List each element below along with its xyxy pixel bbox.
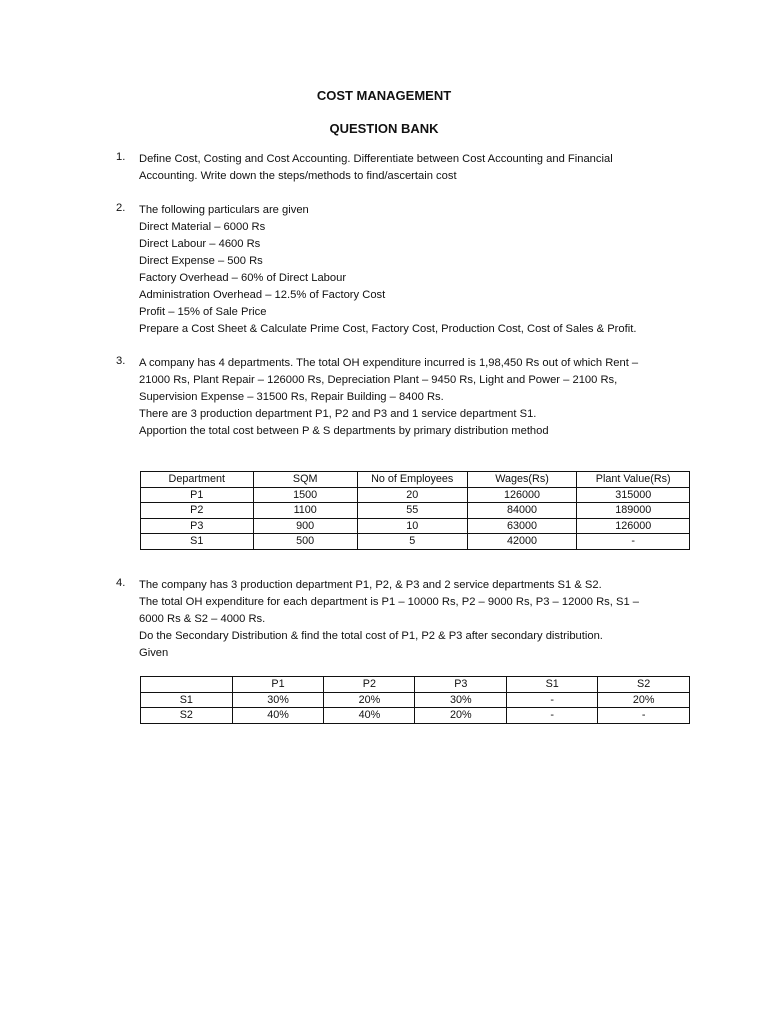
table-cell: 30% — [415, 692, 507, 708]
department-table — [140, 471, 690, 550]
table-header-cell: P3 — [415, 677, 507, 693]
question-text-line: Profit – 15% of Sale Price — [139, 306, 267, 318]
question-number: 1. — [116, 151, 126, 163]
table-cell: 55 — [357, 503, 467, 519]
table-header-cell: Wages(Rs) — [467, 472, 577, 488]
table-cell: 5 — [357, 534, 467, 550]
table-cell: 42000 — [467, 534, 577, 550]
table-header-cell: No of Employees — [357, 472, 467, 488]
table-cell: 500 — [253, 534, 357, 550]
table-header-cell: P2 — [324, 677, 415, 693]
question-text-line: The company has 3 production department P1, P2, & P3 and 2 service departments S1 & S2. — [139, 579, 602, 591]
document-subtitle: QUESTION BANK — [329, 121, 439, 136]
question-text-line: 21000 Rs, Plant Repair – 126000 Rs, Depreciation Plant – 9450 Rs, Light and Power – 2100 Rs, — [139, 374, 618, 386]
table-cell: 40% — [232, 708, 324, 724]
table-row — [141, 487, 690, 503]
table-header-cell: Plant Value(Rs) — [577, 472, 690, 488]
question-text-line: A company has 4 departments. The total OH expenditure incurred is 1,98,450 Rs out of which Rent – — [139, 357, 639, 369]
table-cell: P1 — [141, 487, 254, 503]
table-cell: - — [507, 692, 598, 708]
question-text-line: Direct Material – 6000 Rs — [139, 221, 266, 233]
table-cell: P2 — [141, 503, 254, 519]
question-text-line: Do the Secondary Distribution & find the total cost of P1, P2 & P3 after secondary distribution. — [139, 630, 603, 642]
question-text-line: The following particulars are given — [139, 204, 309, 216]
table-header-cell: S2 — [598, 677, 690, 693]
table-row — [141, 708, 690, 724]
table-header-row — [141, 677, 690, 693]
document-title: COST MANAGEMENT — [316, 88, 452, 103]
table-cell: 189000 — [577, 503, 690, 519]
table-cell: - — [598, 708, 690, 724]
table-cell: 1500 — [253, 487, 357, 503]
question-text-line: Direct Labour – 4600 Rs — [139, 238, 261, 250]
table-cell: 126000 — [467, 487, 577, 503]
table-cell: 40% — [324, 708, 415, 724]
table-cell: 84000 — [467, 503, 577, 519]
table-cell: S1 — [141, 534, 254, 550]
table-cell: 10 — [357, 518, 467, 534]
question-number: 4. — [116, 577, 126, 589]
table-cell: 63000 — [467, 518, 577, 534]
table-cell: 20 — [357, 487, 467, 503]
table-cell: 900 — [253, 518, 357, 534]
question-text-line: Supervision Expense – 31500 Rs, Repair Building – 8400 Rs. — [139, 391, 444, 403]
table-header-cell: Department — [141, 472, 254, 488]
distribution-table — [140, 676, 690, 724]
question-text-line: 6000 Rs & S2 – 4000 Rs. — [139, 613, 266, 625]
question-text-line: Factory Overhead – 60% of Direct Labour — [139, 272, 347, 284]
table-cell: P3 — [141, 518, 254, 534]
table-cell: - — [577, 534, 690, 550]
question-text-line: Apportion the total cost between P & S departments by primary distribution method — [139, 425, 549, 437]
question-text-line: Direct Expense – 500 Rs — [139, 255, 263, 267]
table-cell: S1 — [141, 692, 233, 708]
table-cell: 30% — [232, 692, 324, 708]
question-text-line: The total OH expenditure for each department is P1 – 10000 Rs, P2 – 9000 Rs, P3 – 12000 Rs, S1 – — [139, 596, 640, 608]
table-header-row — [141, 472, 690, 488]
question-text-line: There are 3 production department P1, P2 and P3 and 1 service department S1. — [139, 408, 537, 420]
table-row — [141, 503, 690, 519]
question-number: 2. — [116, 202, 126, 214]
table-header-cell — [141, 677, 233, 693]
question-number: 3. — [116, 355, 126, 367]
table-cell: 126000 — [577, 518, 690, 534]
table-cell: 20% — [324, 692, 415, 708]
question-text-line: Administration Overhead – 12.5% of Factory Cost — [139, 289, 386, 301]
table-cell: 20% — [415, 708, 507, 724]
table-header-cell: P1 — [232, 677, 324, 693]
question-text-line: Define Cost, Costing and Cost Accounting. Differentiate between Cost Accounting and Financial — [139, 153, 613, 165]
question-text-line: Accounting. Write down the steps/methods to find/ascertain cost — [139, 170, 457, 182]
question-text-line: Given — [139, 647, 169, 659]
table-cell: 1100 — [253, 503, 357, 519]
table-header-cell: SQM — [253, 472, 357, 488]
table-row — [141, 534, 690, 550]
table-cell: S2 — [141, 708, 233, 724]
question-text-line: Prepare a Cost Sheet & Calculate Prime Cost, Factory Cost, Production Cost, Cost of Sales & Profit. — [139, 323, 637, 335]
table-cell: - — [507, 708, 598, 724]
table-cell: 20% — [598, 692, 690, 708]
table-header-cell: S1 — [507, 677, 598, 693]
table-row — [141, 518, 690, 534]
table-cell: 315000 — [577, 487, 690, 503]
table-row — [141, 692, 690, 708]
